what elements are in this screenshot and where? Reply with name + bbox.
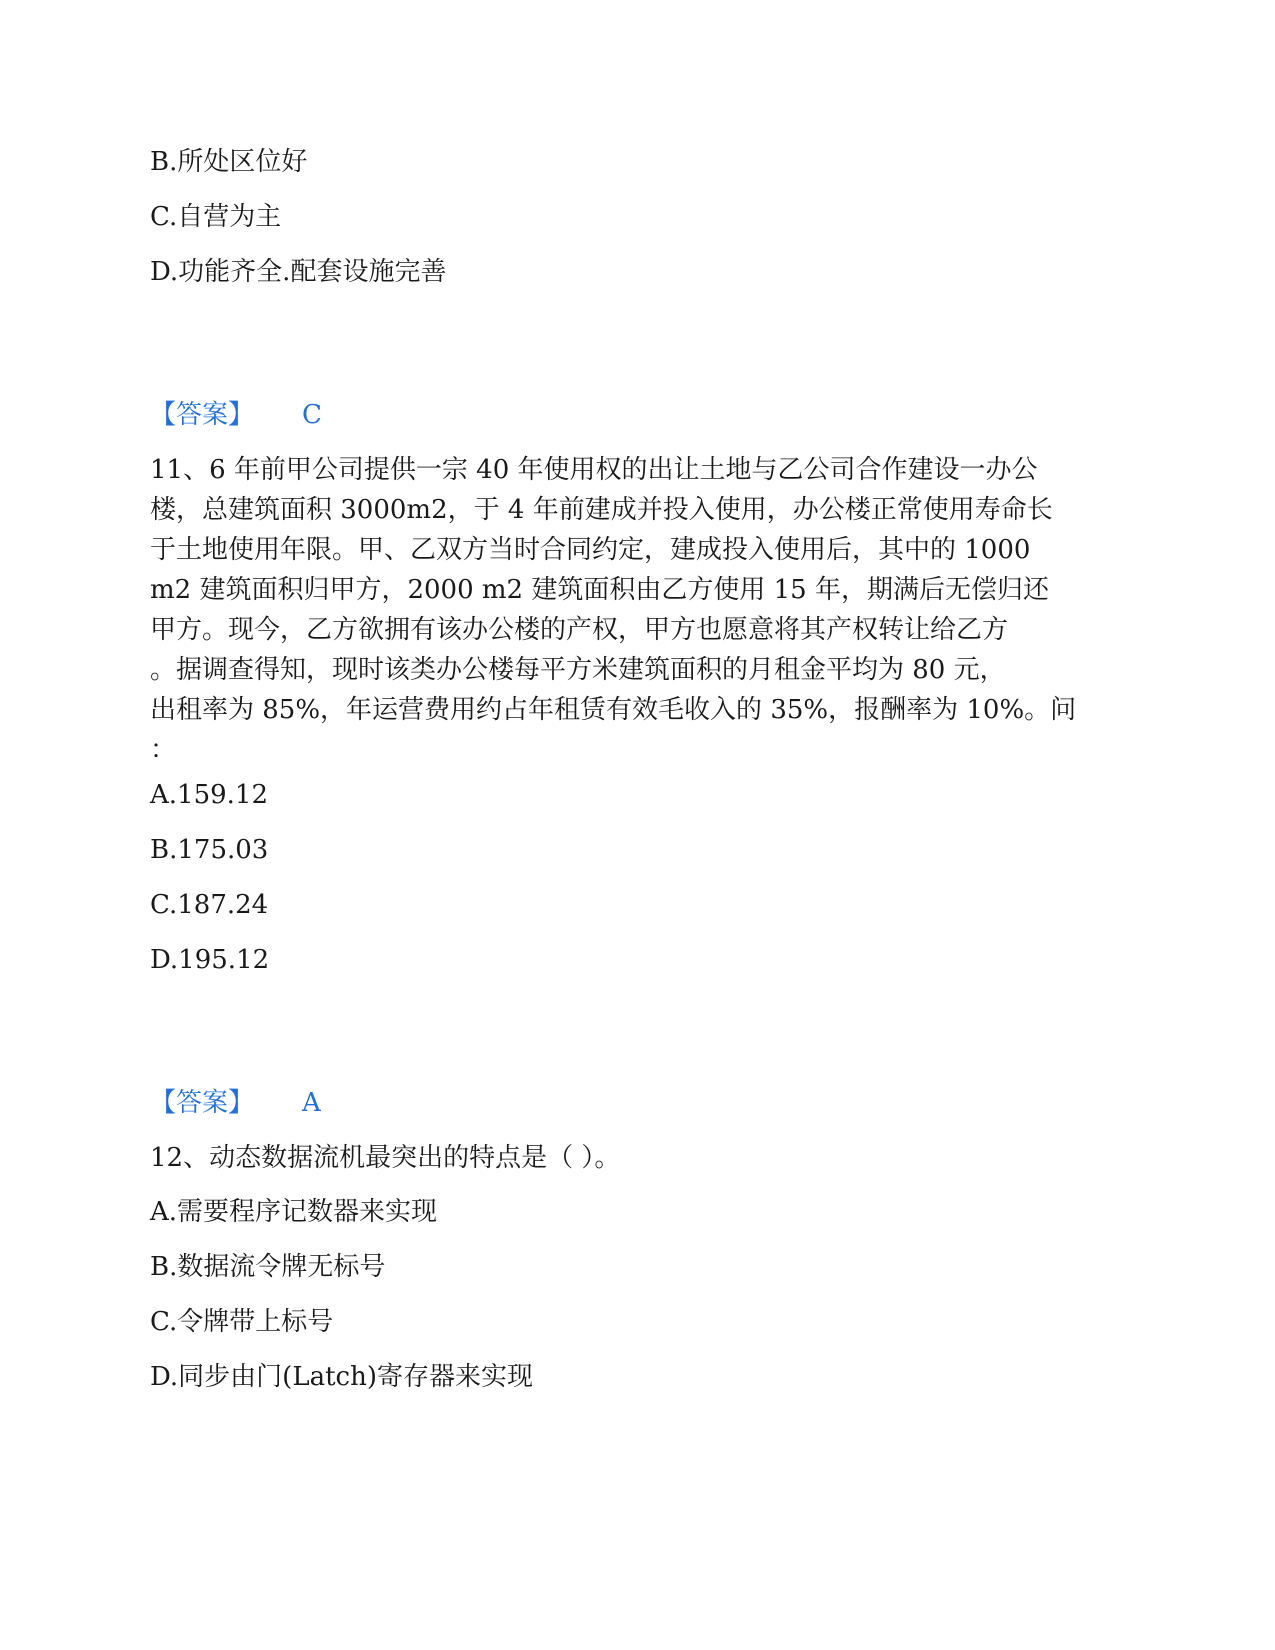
option-d: D.195.12 <box>150 945 270 975</box>
answer-label: 【答案】 <box>150 400 255 430</box>
question-line: 楼，总建筑面积 3000m2，于 4 年前建成并投入使用，办公楼正常使用寿命长 <box>150 495 1053 525</box>
option-b: B.175.03 <box>150 835 269 865</box>
answer-label: 【答案】 <box>150 1088 255 1118</box>
option-c: C.187.24 <box>150 890 269 920</box>
question-line: ： <box>150 735 177 765</box>
option-c: C.令牌带上标号 <box>150 1307 334 1337</box>
question-12-text: 12、动态数据流机最突出的特点是（ ）。 <box>150 1143 621 1173</box>
answer-value: C <box>302 400 322 430</box>
option-d: D.功能齐全.配套设施完善 <box>150 257 447 287</box>
answer-line <box>150 1088 321 1118</box>
question-line: 甲方。现今，乙方欲拥有该办公楼的产权，甲方也愿意将其产权转让给乙方 <box>150 615 1009 645</box>
answer-value: A <box>302 1088 321 1118</box>
option-b: B.数据流令牌无标号 <box>150 1252 386 1282</box>
option-a: A.159.12 <box>150 780 269 810</box>
answer-line <box>150 400 322 430</box>
question-line: 于土地使用年限。甲、乙双方当时合同约定，建成投入使用后，其中的 1000 <box>150 535 1031 565</box>
option-b: B.所处区位好 <box>150 147 308 177</box>
question-line: 。据调查得知，现时该类办公楼每平方米建筑面积的月租金平均为 80 元， <box>150 655 1006 685</box>
option-d: D.同步由门(Latch)寄存器来实现 <box>150 1362 533 1392</box>
question-line: m2 建筑面积归甲方，2000 m2 建筑面积由乙方使用 15 年，期满后无偿归还 <box>150 575 1049 605</box>
option-c: C.自营为主 <box>150 202 282 232</box>
question-line: 出租率为 85%，年运营费用约占年租赁有效毛收入的 35%，报酬率为 10%。问 <box>150 695 1077 725</box>
option-a: A.需要程序记数器来实现 <box>150 1197 438 1227</box>
question-11-text <box>150 450 1120 770</box>
question-line: 11、6 年前甲公司提供一宗 40 年使用权的出让土地与乙公司合作建设一办公 <box>150 455 1038 485</box>
